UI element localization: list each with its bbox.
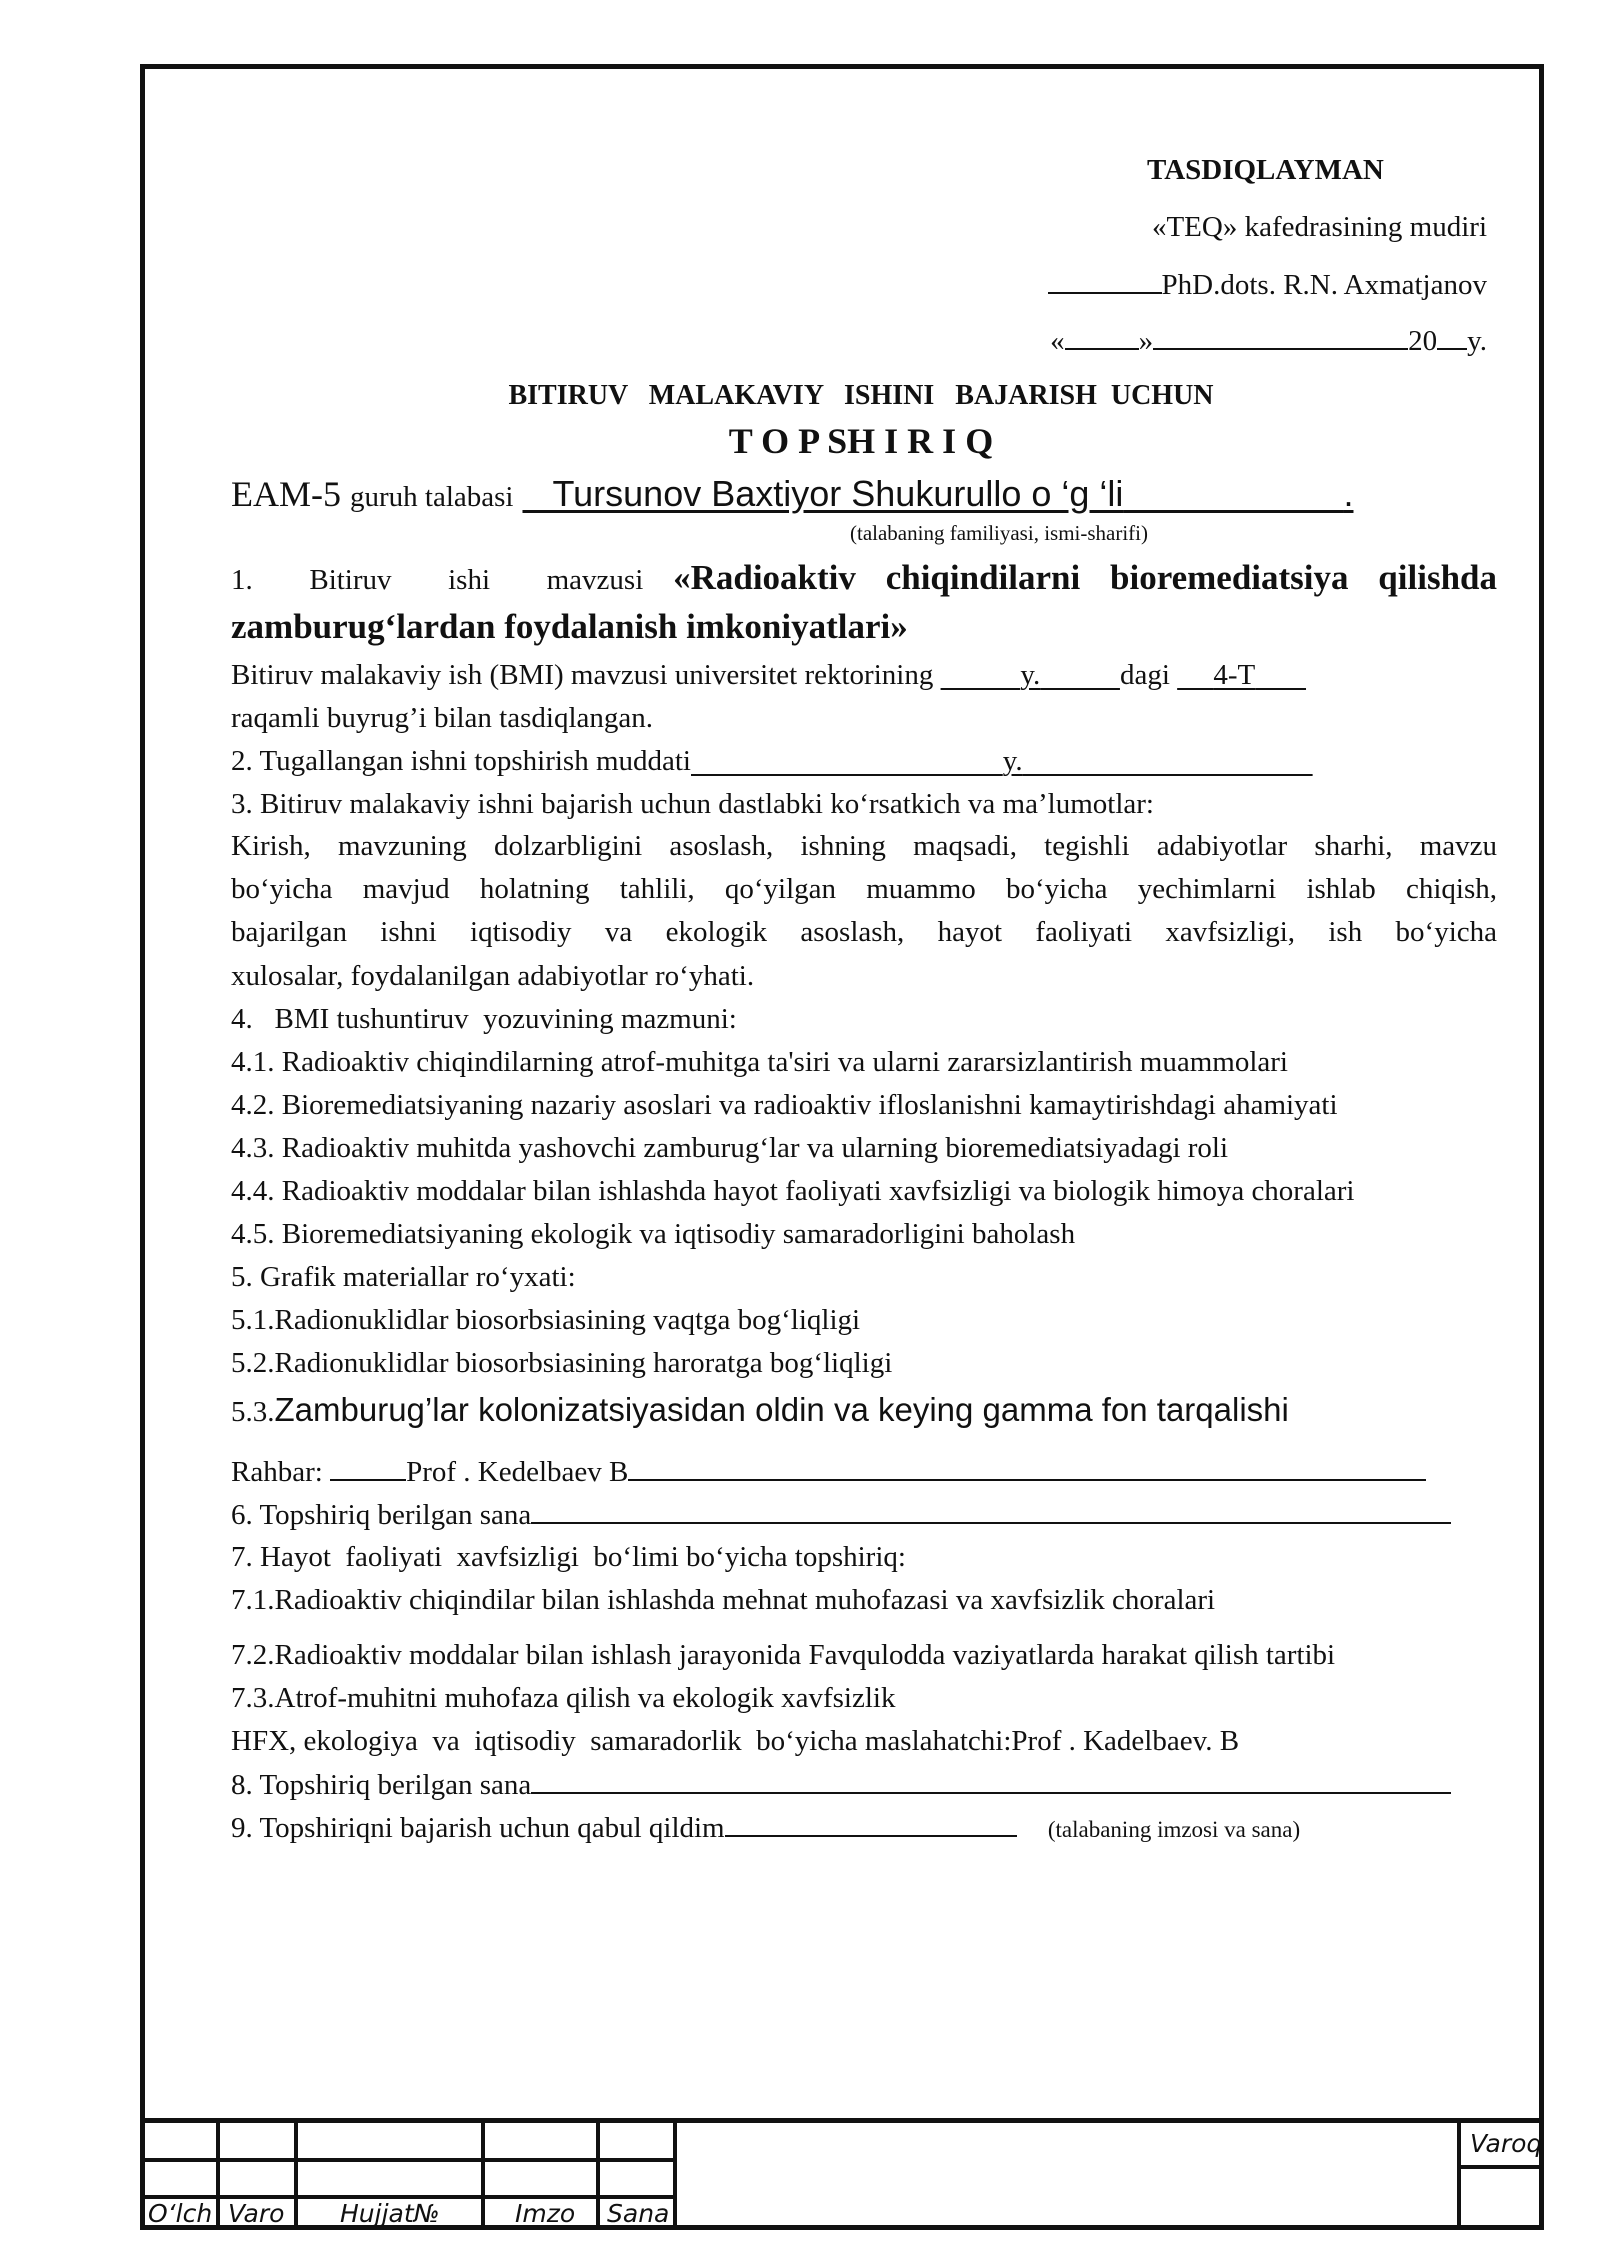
signature-blank [1048, 266, 1162, 294]
approval-title: TASDIQLAYMAN [1147, 154, 1384, 186]
date-open-quote: « [1050, 325, 1065, 357]
heading-title: T O P SH I R I Q [728, 421, 994, 461]
order-year: y. [1020, 659, 1041, 691]
order-dagi: dagi [1119, 659, 1170, 691]
supervisor-pre-blank [330, 1453, 406, 1481]
stamp-divider [294, 2123, 298, 2230]
stamp-divider [481, 2123, 485, 2230]
accepted-signature-blank [725, 1809, 1017, 1837]
deadline-label: 2. Tugallangan ishni topshirish muddati [231, 745, 691, 777]
issued-date2-line [231, 1766, 1451, 1803]
stamp-label-varoq: Varoq [1470, 2129, 1543, 2158]
contents-item: 4.4. Radioaktiv moddalar bilan ishlashda hayot faoliyati xavfsizligi va biologik himoya choralari [231, 1175, 1355, 1207]
safety-item: 7.2.Radioaktiv moddalar bilan ishlash jarayonida Favqulodda vaziyatlarda harakat qilish tartibi [231, 1639, 1336, 1671]
stamp-divider [1457, 2123, 1461, 2230]
date-close-quote: » [1138, 325, 1154, 357]
graphics-label: 5. Grafik materiallar ro‘yxati: [231, 1261, 576, 1293]
safety-consultant: HFX, ekologiya va iqtisodiy samaradorlik bo‘yicha maslahatchi:Prof . Kadelbaev. B [231, 1725, 1240, 1757]
approval-department: «TEQ» kafedrasining mudiri [1151, 211, 1487, 243]
accepted-line [231, 1809, 1300, 1848]
issued-date2-label: 8. Topshiriq berilgan sana [231, 1769, 532, 1801]
supervisor-name: Prof . Kedelbaev B [406, 1456, 629, 1488]
date-year-prefix: 20 [1408, 325, 1438, 357]
contents-item: 4.5. Bioremediatsiyaning ekologik va iqtisodiy samaradorligini baholash [231, 1218, 1076, 1250]
approval-date-line [1050, 322, 1487, 359]
issued-date2-blank [531, 1766, 1451, 1794]
day-blank [1065, 322, 1139, 350]
stamp-label-olch: O‘lch [148, 2199, 213, 2228]
stamp-label-imzo: Imzo [515, 2199, 576, 2228]
graphics-item3-text: Zamburug’lar kolonizatsiyasidan oldin va keying gamma fon tarqalishi [274, 1391, 1289, 1428]
heading-line1: BITIRUV MALAKAVIY ISHINI BAJARISH UCHUN [508, 380, 1214, 411]
stamp-label-sana: Sana [607, 2199, 670, 2228]
graphics-item: 5.1.Radionuklidlar biosorbsiasining vaqtga bog‘liqligi [231, 1304, 861, 1336]
student-name: Tursunov Baxtiyor Shukurullo o ‘g ‘li . [552, 473, 1354, 514]
safety-item: 7.1.Radioaktiv chiqindilar bilan ishlashda mehnat muhofazasi va xavfsizlik choralari [231, 1584, 1216, 1616]
supervisor-signature-blank [628, 1453, 1426, 1481]
topic-line1 [231, 555, 1497, 603]
topic-title-line2: zamburug‘lardan foydalanish imkoniyatlari» [231, 607, 908, 646]
graphics-item: 5.2.Radionuklidlar biosorbsiasining haroratga bog‘liqligi [231, 1347, 893, 1379]
order-line [231, 657, 1306, 693]
issued-date-blank [531, 1496, 1451, 1524]
approval-signatory: PhD.dots. R.N. Axmatjanov [1161, 269, 1487, 301]
stamp-label-varo: Varo [228, 2199, 285, 2228]
graphics-item [231, 1388, 1289, 1434]
initial-data-line3: bajarilgan ishni iqtisodiy va ekologik asoslash, hayot faoliyati xavfsizligi, ish bo‘yicha [231, 916, 1497, 948]
title-block-stamp [140, 2118, 1544, 2230]
initial-data-line1: Kirish, mavzuning dolzarbligini asoslash, ishning maqsadi, tegishli adabiyotlar sharhi, mavzu [231, 830, 1497, 862]
accepted-caption: (talabaning imzosi va sana) [1047, 1817, 1301, 1842]
month-blank [1153, 322, 1408, 350]
student-line [231, 472, 1353, 519]
order-prefix: Bitiruv malakaviy ish (BMI) mavzusi universitet rektorining [231, 659, 934, 691]
supervisor-label: Rahbar: [231, 1456, 323, 1488]
stamp-divider [673, 2123, 677, 2230]
topic-label: 1. Bitiruv ishi mavzusi [231, 564, 644, 596]
initial-data-line2: bo‘yicha mavjud holatning tahlili, qo‘yilgan muammo bo‘yicha yechimlarni ishlab chiqish, [231, 873, 1497, 905]
contents-item: 4.3. Radioaktiv muhitda yashovchi zamburug‘lar va ularning bioremediatsiyadagi roli [231, 1132, 1229, 1164]
safety-item: 7.3.Atrof-muhitni muhofaza qilish va ekologik xavfsizlik [231, 1682, 896, 1714]
order-line2: raqamli buyrug’i bilan tasdiqlangan. [231, 702, 654, 734]
topic-title-line1: «Radioaktiv chiqindilarni bioremediatsiya qilishda [673, 558, 1497, 597]
student-group-suffix: guruh talabasi [350, 481, 514, 513]
accepted-label: 9. Topshiriqni bajarish uchun qabul qildim [231, 1812, 725, 1844]
contents-item: 4.2. Bioremediatsiyaning nazariy asoslari va radioaktiv ifloslanishni kamaytirishdagi ahamiyati [231, 1089, 1338, 1121]
deadline-blank: y. [1002, 745, 1023, 777]
stamp-divider [216, 2123, 220, 2230]
order-number: 4-T [1213, 659, 1256, 691]
stamp-label-hujjat: Hujjat№ [340, 2199, 440, 2228]
graphics-item3-number: 5.3. [231, 1396, 275, 1428]
student-group: EAM-5 [231, 474, 341, 514]
initial-data-line4: xulosalar, foydalanilgan adabiyotlar ro‘yhati. [231, 960, 755, 992]
student-caption: (talabaning familiyasi, ismi-sharifi) [850, 521, 1148, 545]
supervisor-line [231, 1453, 1426, 1490]
deadline-line [231, 743, 1313, 779]
issued-date-line [231, 1496, 1451, 1533]
initial-data-label: 3. Bitiruv malakaviy ishni bajarish uchun dastlabki ko‘rsatkich va ma’lumotlar: [231, 788, 1154, 820]
issued-date-label: 6. Topshiriq berilgan sana [231, 1499, 532, 1531]
year-blank [1437, 322, 1467, 350]
contents-item: 4.1. Radioaktiv chiqindilarning atrof-muhitga ta'siri va ularni zararsizlantirish muammolari [231, 1046, 1288, 1078]
date-year-suffix: y. [1467, 325, 1487, 357]
stamp-row-line [1457, 2165, 1539, 2169]
safety-label: 7. Hayot faoliyati xavfsizligi bo‘limi bo‘yicha topshiriq: [231, 1541, 906, 1573]
contents-label: 4. BMI tushuntiruv yozuvining mazmuni: [231, 1003, 737, 1035]
stamp-row-line [140, 2158, 675, 2162]
approval-signatory-line [1048, 266, 1487, 303]
stamp-divider [596, 2123, 600, 2230]
